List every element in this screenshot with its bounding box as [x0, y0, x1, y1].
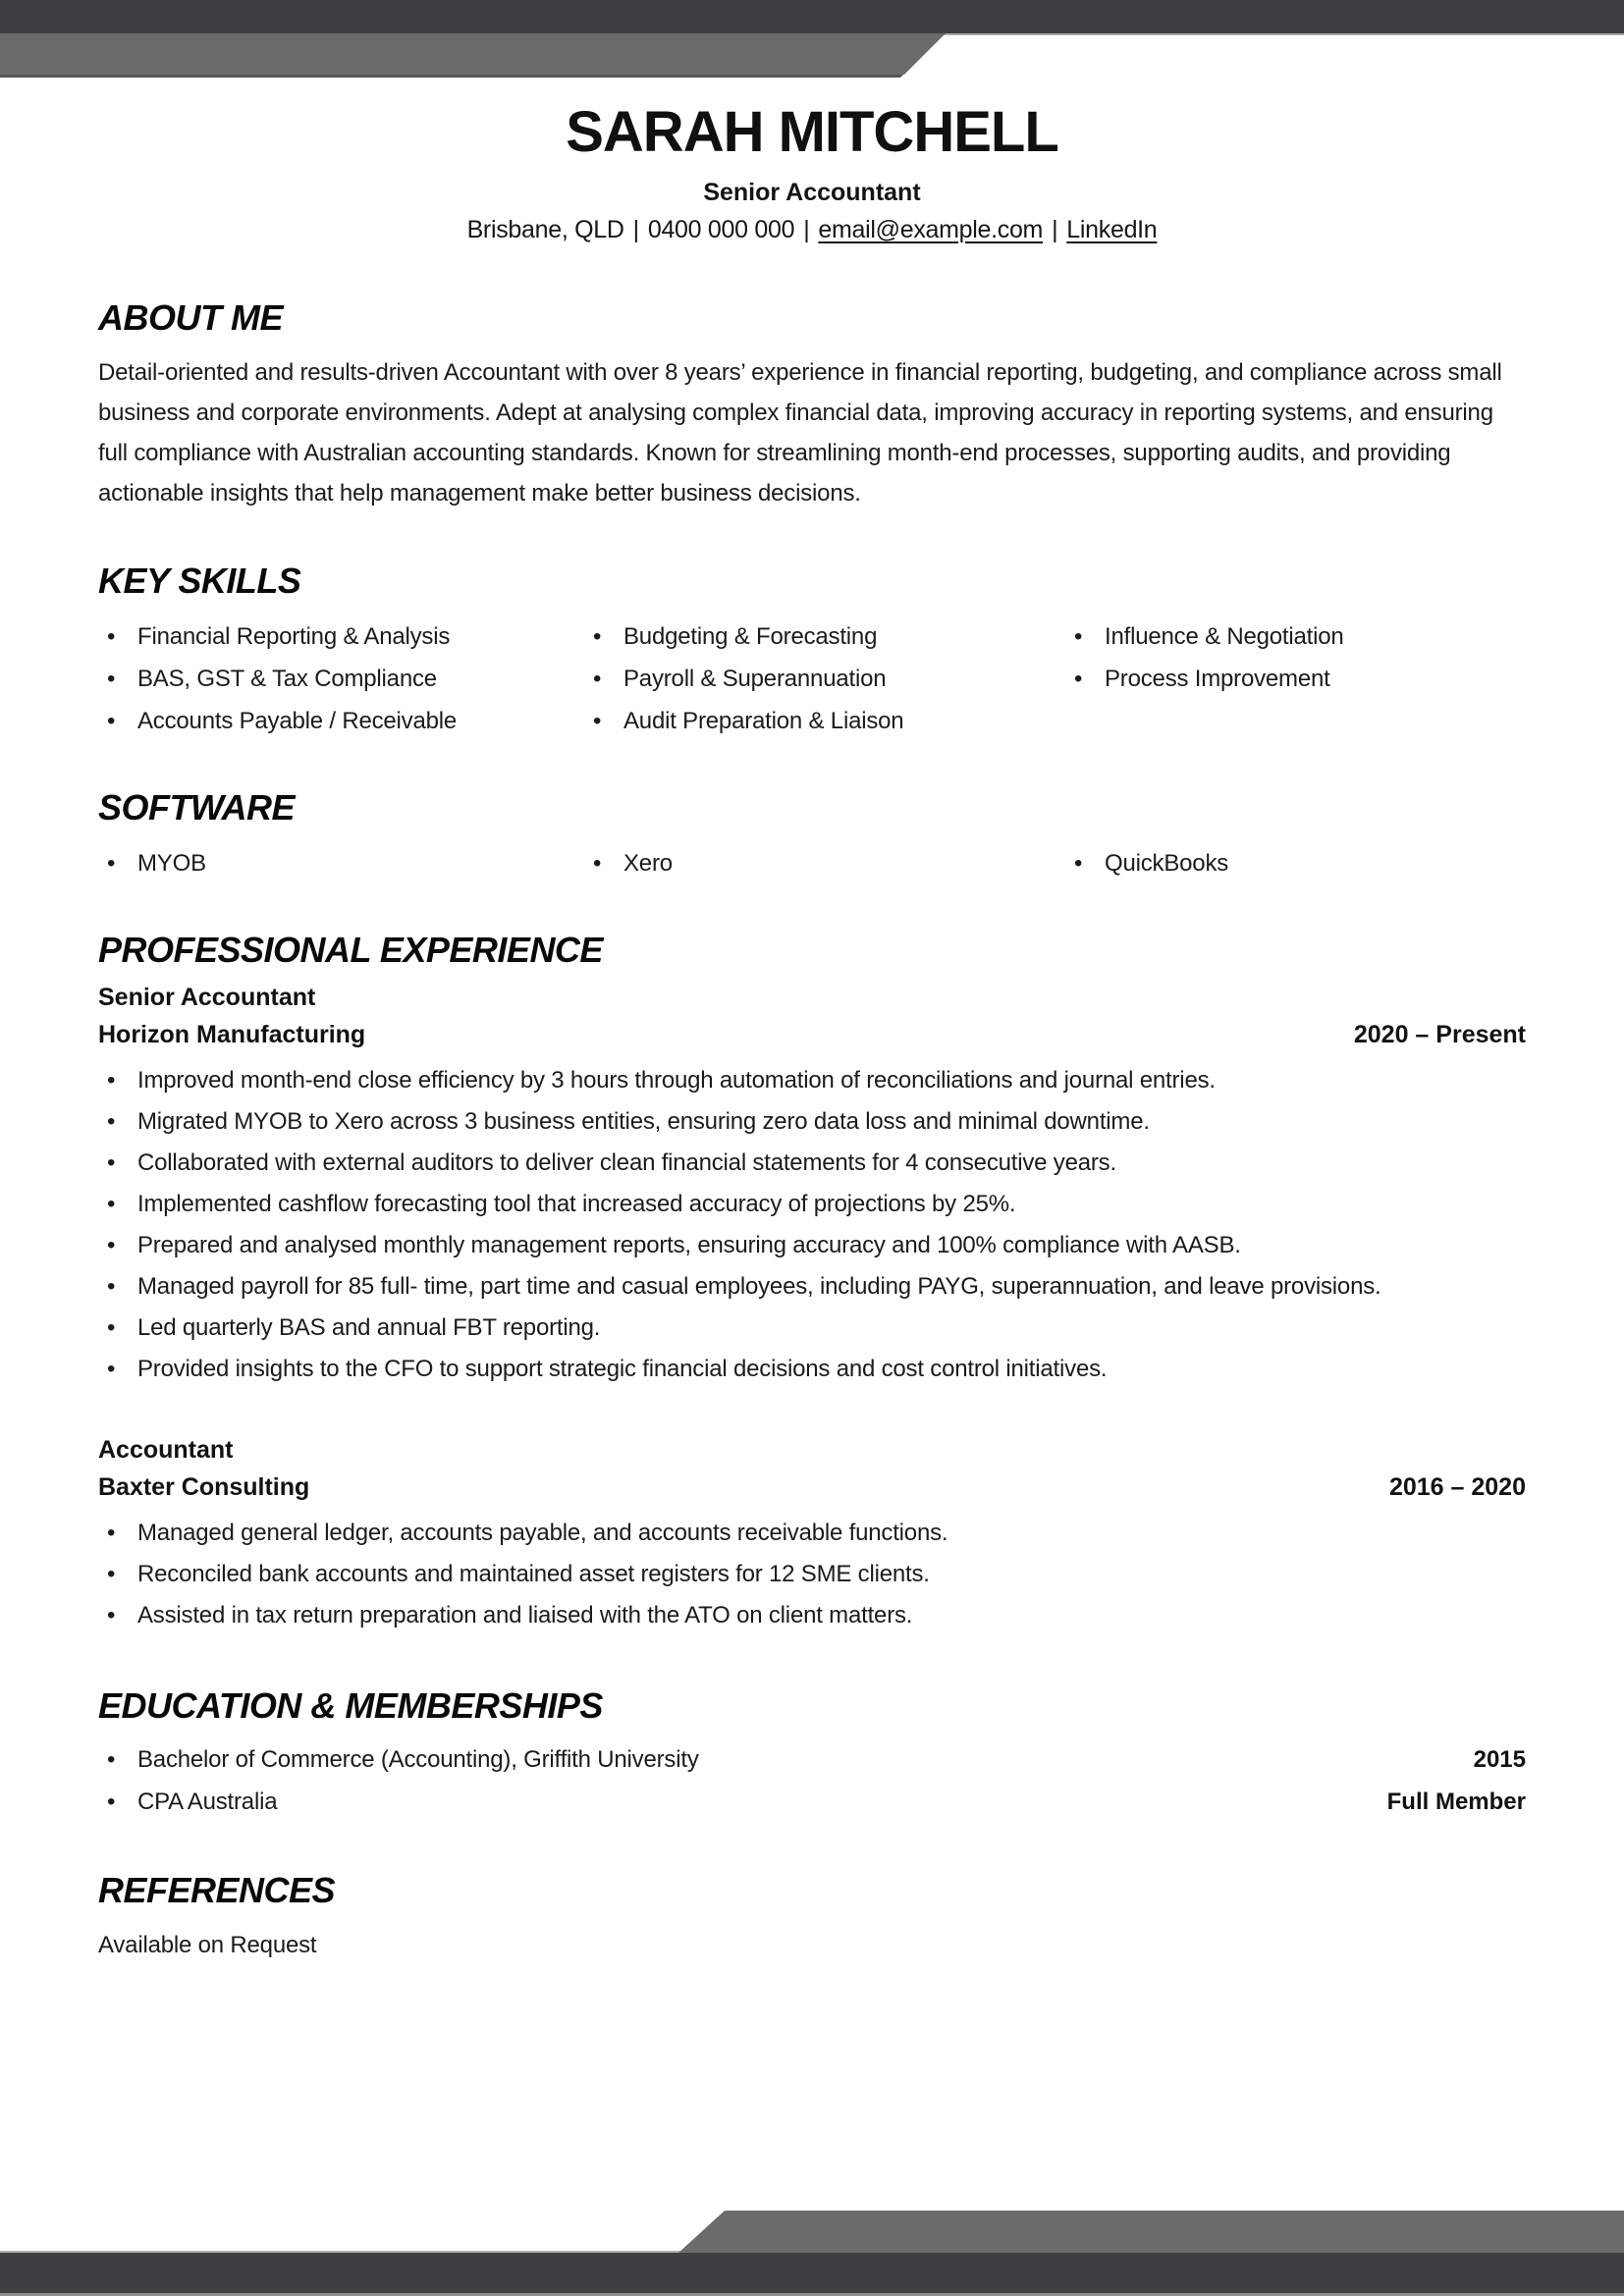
contact-phone: 0400 000 000 [647, 215, 795, 243]
linkedin-link[interactable]: LinkedIn [1066, 215, 1158, 243]
software-item: • Xero [584, 842, 1065, 884]
bottom-gray-band [678, 2211, 1624, 2253]
section-experience [98, 930, 1526, 1636]
job-bullet: • Led quarterly BAS and annual FBT reporting. [98, 1308, 1526, 1349]
skill-item: • Budgeting & Forecasting [584, 615, 1065, 658]
education-row [98, 1738, 1526, 1781]
section-key-skills [98, 561, 1526, 742]
education-list [98, 1738, 1526, 1823]
software-item: • MYOB [98, 842, 584, 884]
job-company-row [98, 1016, 1526, 1053]
skill-item: • BAS, GST & Tax Compliance [98, 658, 584, 700]
contact-separator: | [1052, 215, 1058, 243]
candidate-name: SARAH MITCHELL [566, 100, 1058, 164]
job-bullet: • Improved month-end close efficiency by 3 hours through automation of reconciliations and journal entries. [98, 1060, 1526, 1101]
skill-item: • Payroll & Superannuation [584, 658, 1065, 700]
job-company-row [98, 1468, 1526, 1506]
bottom-dark-bar [0, 2253, 1624, 2296]
contact-separator: | [632, 215, 639, 243]
skill-item: • Accounts Payable / Receivable [98, 700, 584, 742]
job-entry-horizon [98, 979, 1526, 1390]
section-heading-references: REFERENCES [98, 1869, 336, 1910]
section-heading-about: ABOUT ME [98, 296, 283, 338]
references-text: Available on Request [98, 1931, 317, 1958]
section-heading-education: EDUCATION & MEMBERSHIPS [98, 1684, 603, 1726]
job-company: Horizon Manufacturing [98, 1020, 366, 1048]
education-label: • CPA Australia [98, 1781, 1387, 1823]
job-bullet: • Reconciled bank accounts and maintained asset registers for 12 SME clients. [98, 1554, 1526, 1595]
section-references [98, 1870, 1526, 1965]
skill-item: • Audit Preparation & Liaison [584, 700, 1065, 742]
contact-line [98, 216, 1526, 244]
education-label: • Bachelor of Commerce (Accounting), Griffith University [98, 1738, 1474, 1781]
job-entry-baxter [98, 1431, 1526, 1636]
job-bullet: • Managed general ledger, accounts payable, and accounts receivable functions. [98, 1513, 1526, 1554]
skill-item: • Process Improvement [1065, 658, 1526, 700]
job-bullet-list [98, 1513, 1526, 1636]
education-value: 2015 [1473, 1745, 1526, 1773]
job-bullet: • Collaborated with external auditors to deliver clean financial statements for 4 consecutive years. [98, 1143, 1526, 1184]
job-company: Baxter Consulting [98, 1472, 310, 1501]
skills-column-2 [584, 615, 1065, 742]
job-dates: 2016 – 2020 [1388, 1472, 1526, 1501]
section-heading-experience: PROFESSIONAL EXPERIENCE [98, 929, 603, 970]
skills-column-3 [1065, 615, 1526, 742]
job-bullet-list [98, 1060, 1526, 1390]
job-bullet: • Managed payroll for 85 full- time, part time and casual employees, including PAYG, superannuation, and leave provisions. [98, 1266, 1526, 1308]
skills-grid [98, 615, 1526, 742]
job-dates: 2020 – Present [1353, 1020, 1526, 1048]
skill-item: • Financial Reporting & Analysis [98, 615, 584, 658]
section-heading-key-skills: KEY SKILLS [98, 560, 301, 601]
skill-item: • Influence & Negotiation [1065, 615, 1526, 658]
job-bullet: • Assisted in tax return preparation and liaised with the ATO on client matters. [98, 1595, 1526, 1636]
resume-content [98, 0, 1526, 1965]
job-bullet: • Prepared and analysed monthly management reports, ensuring accuracy and 100% compliance with AASB. [98, 1225, 1526, 1266]
education-value: Full Member [1386, 1788, 1526, 1815]
job-bullet: • Provided insights to the CFO to support strategic financial decisions and cost control initiatives. [98, 1349, 1526, 1390]
job-title: Accountant [98, 1435, 234, 1464]
candidate-job-title: Senior Accountant [703, 178, 921, 206]
section-about [98, 297, 1526, 513]
contact-separator: | [803, 215, 810, 243]
job-bullet: • Migrated MYOB to Xero across 3 business entities, ensuring zero data loss and minimal downtime. [98, 1101, 1526, 1143]
email-link[interactable]: email@example.com [818, 215, 1044, 243]
about-paragraph: Detail-oriented and results-driven Accountant with over 8 years’ experience in financial reporting, budgeting, and compliance across small business and corporate environments. Adept at analysing complex financial data, improving accuracy in reporting systems, and ensuring full compliance with Australian accounting standards. Known for streamlining month-end processes, supporting audits, and providing actionable insights that help management make better business decisions. [98, 358, 1502, 507]
job-title: Senior Accountant [98, 983, 316, 1011]
bottom-banner-decoration [0, 2211, 1624, 2296]
software-grid [98, 842, 1526, 884]
education-row [98, 1781, 1526, 1823]
section-education [98, 1685, 1526, 1823]
job-bullet: • Implemented cashflow forecasting tool that increased accuracy of projections by 25%. [98, 1184, 1526, 1225]
section-software [98, 787, 1526, 884]
resume-header [98, 98, 1526, 244]
skills-column-1 [98, 615, 584, 742]
contact-location: Brisbane, QLD [466, 215, 624, 243]
software-item: • QuickBooks [1065, 842, 1526, 884]
section-heading-software: SOFTWARE [98, 786, 295, 828]
